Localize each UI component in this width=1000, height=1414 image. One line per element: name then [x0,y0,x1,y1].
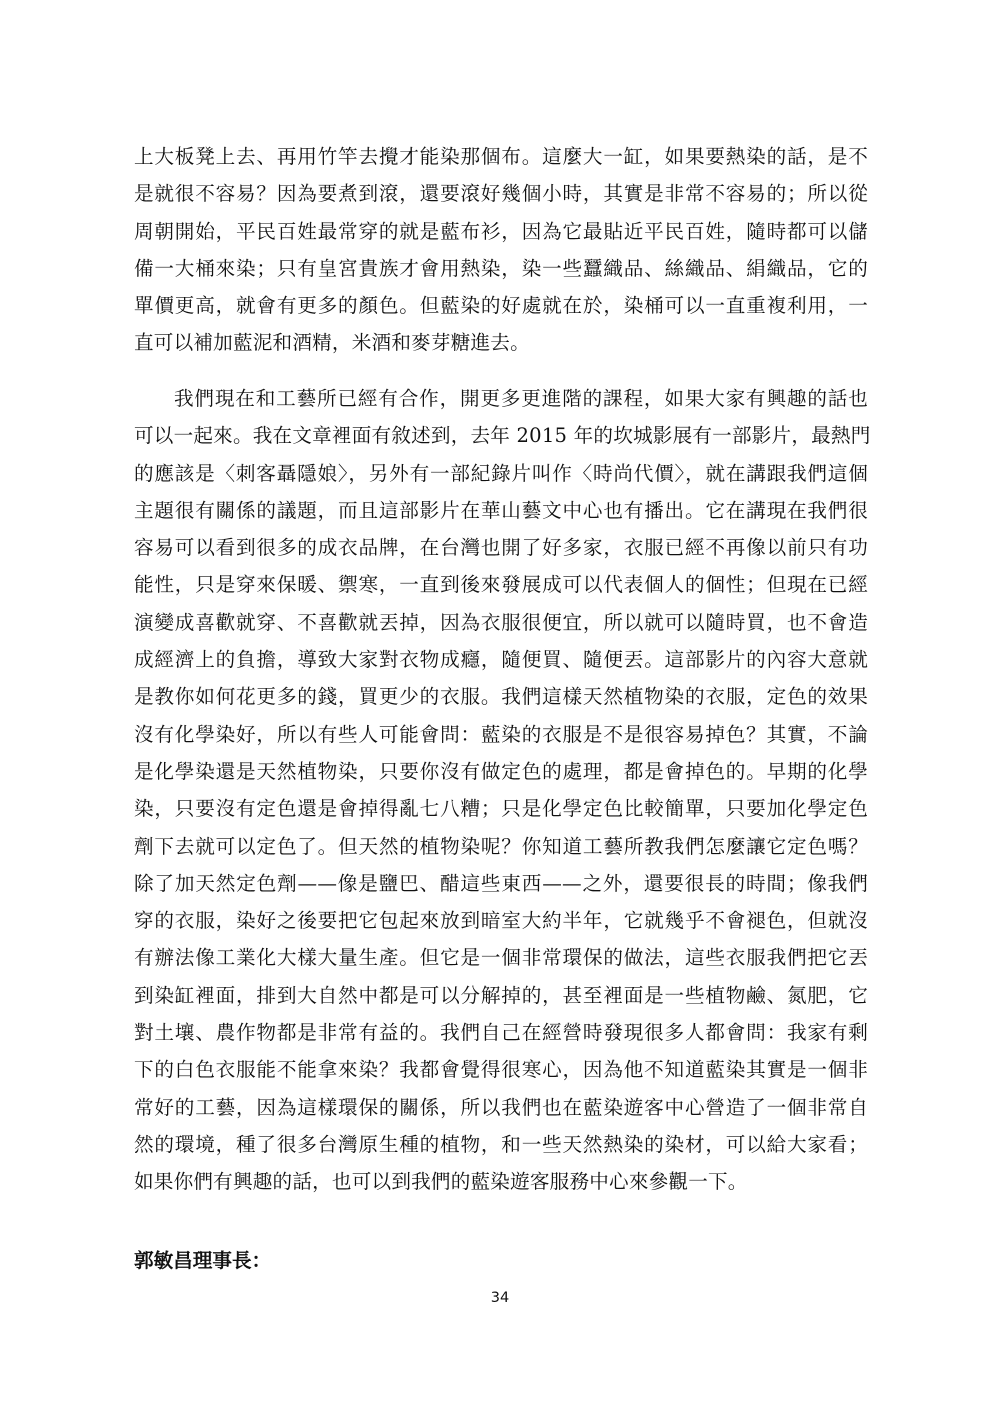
paragraph-1 [134,138,868,362]
text-line: 穿的衣服，染好之後要把它包起來放到暗室大約半年，它就幾乎不會褪色，但就沒 [134,909,868,933]
text-line: 如果你們有興趣的話，也可以到我們的藍染遊客服務中心來參觀一下。 [134,1170,748,1194]
text-line: 演變成喜歡就穿、不喜歡就丟掉，因為衣服很便宜，所以就可以隨時買，也不會造 [134,610,868,634]
text-line: 到染缸裡面，排到大自然中都是可以分解掉的，甚至裡面是一些植物鹼、氮肥，它 [134,983,868,1007]
text-line: 單價更高，就會有更多的顏色。但藍染的好處就在於，染桶可以一直重複利用，一 [134,294,868,318]
text-line: 是教你如何花更多的錢，買更少的衣服。我們這樣天然植物染的衣服，定色的效果 [134,685,868,709]
text-line: 劑下去就可以定色了。但天然的植物染呢？你知道工藝所教我們怎麼讓它定色嗎？ [134,834,868,858]
text-line: 然的環境，種了很多台灣原生種的植物，和一些天然熱染的染材，可以給大家看； [134,1132,868,1156]
text-line: 上大板凳上去、再用竹竿去攪才能染那個布。這麼大一缸，如果要熱染的話，是不 [134,145,868,168]
text-line: 可以一起來。我在文章裡面有敘述到，去年 2015 年的坎城影展有一部影片，最熱門 [134,424,871,448]
text-line: 對土壤、農作物都是非常有益的。我們自己在經營時發現很多人都會問：我家有剩 [134,1021,868,1045]
text-line: 的應該是〈刺客聶隱娘〉，另外有一部紀錄片叫作〈時尚代價〉，就在講跟我們這個 [134,461,868,485]
text-line: 沒有化學染好，所以有些人可能會問：藍染的衣服是不是很容易掉色？其實，不論 [134,722,868,746]
text-line: 主題很有關係的議題，而且這部影片在華山藝文中心也有播出。它在講現在我們很 [134,498,868,522]
text-line: 周朝開始，平民百姓最常穿的就是藍布衫，因為它最貼近平民百姓，隨時都可以儲 [134,219,868,243]
text-line: 是化學染還是天然植物染，只要你沒有做定色的處理，都是會掉色的。早期的化學 [134,759,868,783]
text-line: 我們現在和工藝所已經有合作，開更多更進階的課程，如果大家有興趣的話也 [174,387,868,410]
text-line: 有辦法像工業化大樣大量生產。但它是一個非常環保的做法，這些衣服我們把它丟 [134,946,868,970]
text-line: 除了加天然定色劑——像是鹽巴、醋這些東西——之外，還要很長的時間；像我們 [134,871,868,895]
paragraph-2 [134,380,871,1201]
text-line: 下的白色衣服能不能拿來染？我都會覺得很寒心，因為他不知道藍染其實是一個非 [134,1058,868,1082]
text-line: 容易可以看到很多的成衣品牌，在台灣也開了好多家，衣服已經不再像以前只有功 [134,536,868,560]
text-line: 能性，只是穿來保暖、禦寒，一直到後來發展成可以代表個人的個性；但現在已經 [134,573,868,597]
page-number: 34 [490,1290,510,1306]
text-line: 染，只要沒有定色還是會掉得亂七八糟；只是化學定色比較簡單，只要加化學定色 [134,797,868,821]
text-line: 成經濟上的負擔，導致大家對衣物成癮，隨便買、隨便丟。這部影片的內容大意就 [134,648,868,672]
text-line: 常好的工藝，因為這樣環保的關係，所以我們也在藍染遊客中心營造了一個非常自 [134,1095,868,1119]
text-line: 直可以補加藍泥和酒精，米酒和麥芽糖進去。 [134,331,530,355]
text-line: 是就很不容易？因為要煮到滾，還要滾好幾個小時，其實是非常不容易的；所以從 [134,182,868,206]
text-line: 備一大桶來染；只有皇宮貴族才會用熱染，染一些蠶織品、絲織品、絹織品，它的 [134,256,868,280]
speaker-heading: 郭敏昌理事長： [134,1249,272,1272]
